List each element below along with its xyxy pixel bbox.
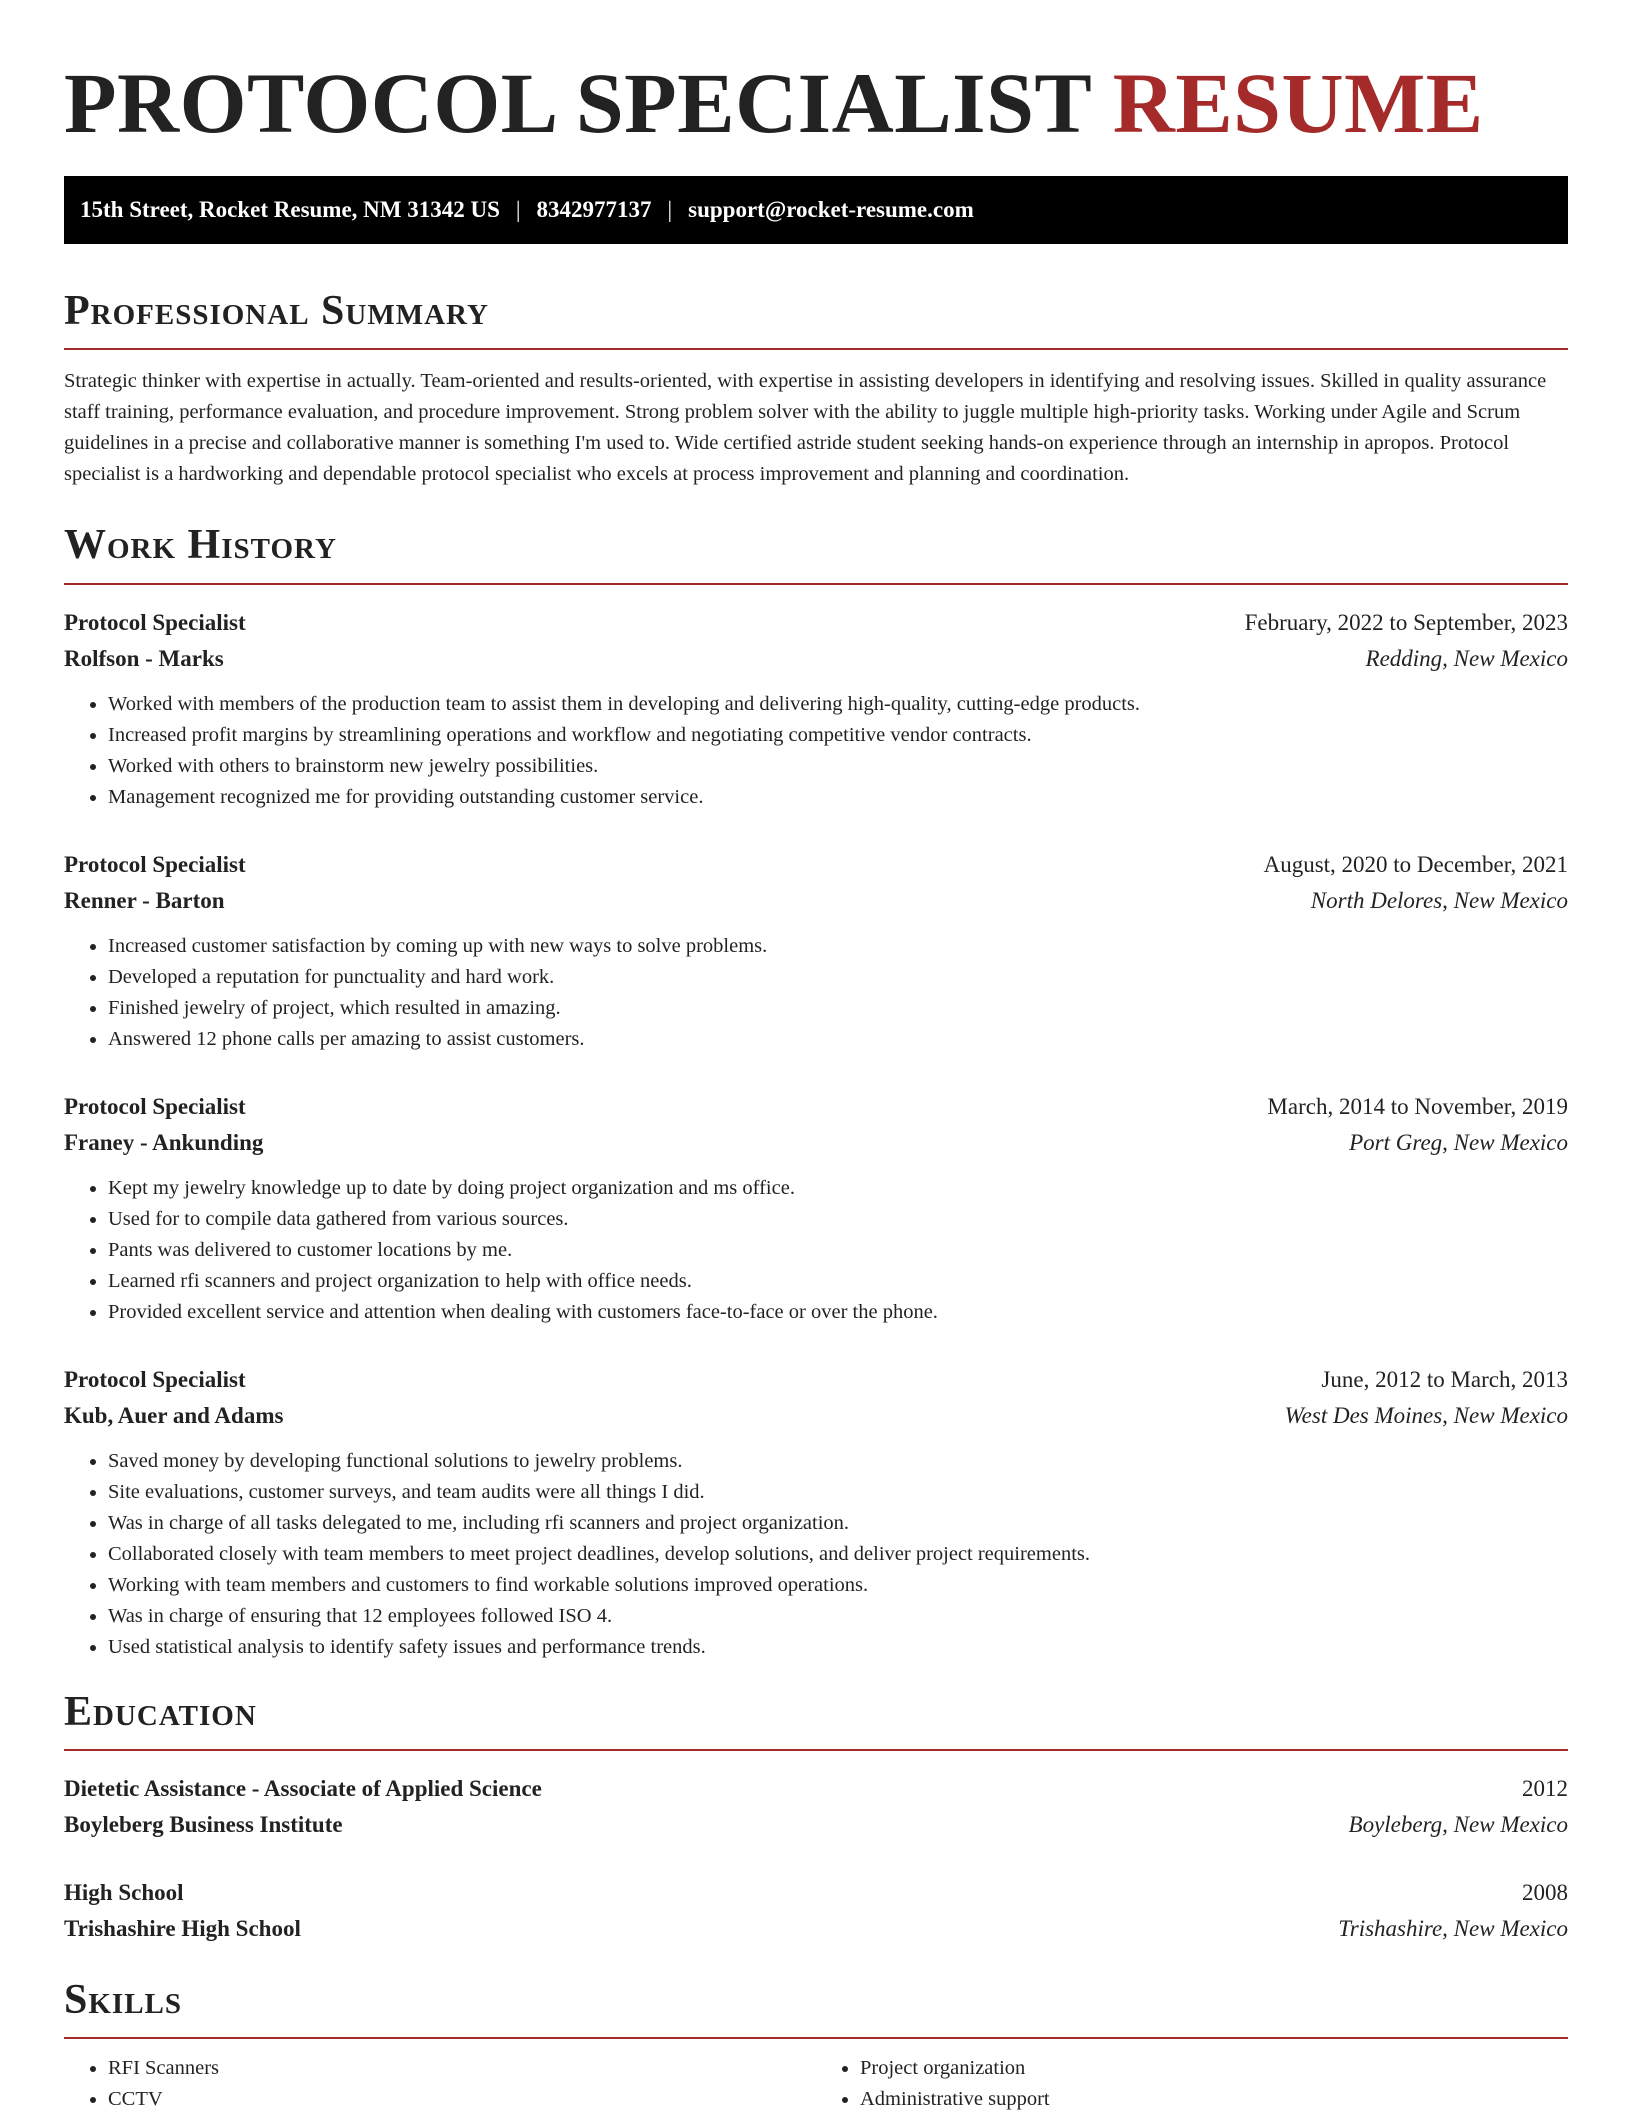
skill-item: • CCTV (108, 2084, 816, 2115)
job-bullets (64, 931, 1568, 1055)
work-history-heading: Work History (64, 522, 337, 569)
job-company: Kub, Auer and Adams (64, 1402, 284, 1428)
education-school: Trishashire High School (64, 1915, 301, 1941)
job-bullet-item: • Working with team members and customers to find workable solutions improved operations. (108, 1570, 1568, 1601)
job-entry (64, 1362, 1568, 1663)
education-list (64, 1771, 1568, 1947)
job-bullets (64, 689, 1568, 813)
job-company: Renner - Barton (64, 887, 225, 913)
job-bullet-item: • Pants was delivered to customer locations by me. (108, 1235, 1568, 1266)
job-dates: June, 2012 to March, 2013 (1321, 1366, 1568, 1392)
education-school-row (64, 1807, 1568, 1843)
summary-text: Strategic thinker with expertise in actually. Team-oriented and results-oriented, with expertise in assisting developers in identifying and resolving issues. Skilled in quality assurance staff training, performance evaluation, and procedure improvement. Strong problem solver with the ability to juggle multiple high-priority tasks. Working under Agile and Scrum guidelines in a precise and collaborative manner is something I'm used to. Wide certified astride student seeking hands-on experience through an internship in apropos. Protocol specialist is a hardworking and dependable protocol specialist who excels at process improvement and planning and coordination. (64, 370, 1547, 486)
job-entry (64, 847, 1568, 1055)
job-header-row (64, 605, 1568, 641)
contact-address: 15th Street, Rocket Resume, NM 31342 US (80, 197, 500, 223)
section-divider (64, 1749, 1568, 1751)
job-location: Redding, New Mexico (1365, 645, 1568, 671)
job-bullet-item: • Answered 12 phone calls per amazing to assist customers. (108, 1024, 1568, 1055)
job-header-row (64, 847, 1568, 883)
skill-item: • Administrative support (860, 2084, 1568, 2115)
education-school-row (64, 1911, 1568, 1947)
job-company-row (64, 1125, 1568, 1161)
job-bullet-item: • Site evaluations, customer surveys, and team audits were all things I did. (108, 1477, 1568, 1508)
section-divider (64, 2037, 1568, 2039)
job-company: Rolfson - Marks (64, 645, 224, 671)
job-title: Protocol Specialist (64, 851, 246, 877)
job-dates: March, 2014 to November, 2019 (1267, 1093, 1568, 1119)
job-bullet-item: • Worked with others to brainstorm new jewelry possibilities. (108, 751, 1568, 782)
job-bullet-item: • Finished jewelry of project, which resulted in amazing. (108, 993, 1568, 1024)
job-bullet-item: • Management recognized me for providing outstanding customer service. (108, 782, 1568, 813)
summary-heading: Professional Summary (64, 288, 489, 335)
contact-separator: | (667, 197, 673, 223)
contact-bar (64, 176, 1568, 244)
job-bullets (64, 1173, 1568, 1328)
skills-heading: Skills (64, 1976, 183, 2023)
education-location: Trishashire, New Mexico (1338, 1915, 1568, 1941)
job-header-row (64, 1089, 1568, 1125)
resume-title (64, 48, 1568, 151)
education-year: 2012 (1522, 1775, 1568, 1801)
education-degree-row (64, 1771, 1568, 1807)
education-degree: Dietetic Assistance - Associate of Applied Science (64, 1775, 542, 1801)
job-bullet-item: • Was in charge of ensuring that 12 employees followed ISO 4. (108, 1601, 1568, 1632)
contact-phone: 8342977137 (536, 197, 652, 223)
job-entry (64, 1089, 1568, 1328)
job-header-row (64, 1362, 1568, 1398)
education-degree: High School (64, 1879, 184, 1905)
job-company-row (64, 1398, 1568, 1434)
skills-list (64, 2053, 1568, 2115)
job-bullet-item: • Worked with members of the production team to assist them in developing and delivering high-quality, cutting-edge products. (108, 689, 1568, 720)
section-divider (64, 348, 1568, 350)
job-dates: February, 2022 to September, 2023 (1244, 609, 1568, 635)
section-divider (64, 583, 1568, 585)
job-title: Protocol Specialist (64, 609, 246, 635)
education-year: 2008 (1522, 1879, 1568, 1905)
job-bullet-item: • Used statistical analysis to identify safety issues and performance trends. (108, 1632, 1568, 1663)
job-bullet-item: • Collaborated closely with team members to meet project deadlines, develop solutions, and deliver project requirements. (108, 1539, 1568, 1570)
title-accent: RESUME (1112, 55, 1484, 151)
job-bullet-item: • Increased profit margins by streamlining operations and workflow and negotiating competitive vendor contracts. (108, 720, 1568, 751)
job-company-row (64, 883, 1568, 919)
skill-item: • RFI Scanners (108, 2053, 816, 2084)
job-bullet-item: • Saved money by developing functional solutions to jewelry problems. (108, 1446, 1568, 1477)
contact-separator: | (515, 197, 521, 223)
education-entry (64, 1875, 1568, 1947)
job-location: Port Greg, New Mexico (1349, 1129, 1568, 1155)
job-bullet-item: • Kept my jewelry knowledge up to date by doing project organization and ms office. (108, 1173, 1568, 1204)
job-title: Protocol Specialist (64, 1093, 246, 1119)
title-main: PROTOCOL SPECIALIST (64, 55, 1091, 151)
job-entry (64, 605, 1568, 813)
job-bullet-item: • Learned rfi scanners and project organization to help with office needs. (108, 1266, 1568, 1297)
skill-item: • Project organization (860, 2053, 1568, 2084)
job-company-row (64, 641, 1568, 677)
job-bullet-item: • Developed a reputation for punctuality and hard work. (108, 962, 1568, 993)
education-entry (64, 1771, 1568, 1843)
education-school: Boyleberg Business Institute (64, 1811, 343, 1837)
education-heading: Education (64, 1688, 257, 1735)
work-history-list (64, 605, 1568, 1663)
education-location: Boyleberg, New Mexico (1348, 1811, 1568, 1837)
job-dates: August, 2020 to December, 2021 (1263, 851, 1568, 877)
job-bullet-item: • Increased customer satisfaction by coming up with new ways to solve problems. (108, 931, 1568, 962)
skills-column-left (64, 2053, 816, 2115)
job-bullet-item: • Used for to compile data gathered from various sources. (108, 1204, 1568, 1235)
job-location: North Delores, New Mexico (1310, 887, 1568, 913)
education-degree-row (64, 1875, 1568, 1911)
job-location: West Des Moines, New Mexico (1284, 1402, 1568, 1428)
job-bullets (64, 1446, 1568, 1663)
job-title: Protocol Specialist (64, 1366, 246, 1392)
job-company: Franey - Ankunding (64, 1129, 264, 1155)
contact-email: support@rocket-resume.com (688, 197, 974, 223)
job-bullet-item: • Provided excellent service and attention when dealing with customers face-to-face or over the phone. (108, 1297, 1568, 1328)
job-bullet-item: • Was in charge of all tasks delegated to me, including rfi scanners and project organization. (108, 1508, 1568, 1539)
skills-column-right (816, 2053, 1568, 2115)
